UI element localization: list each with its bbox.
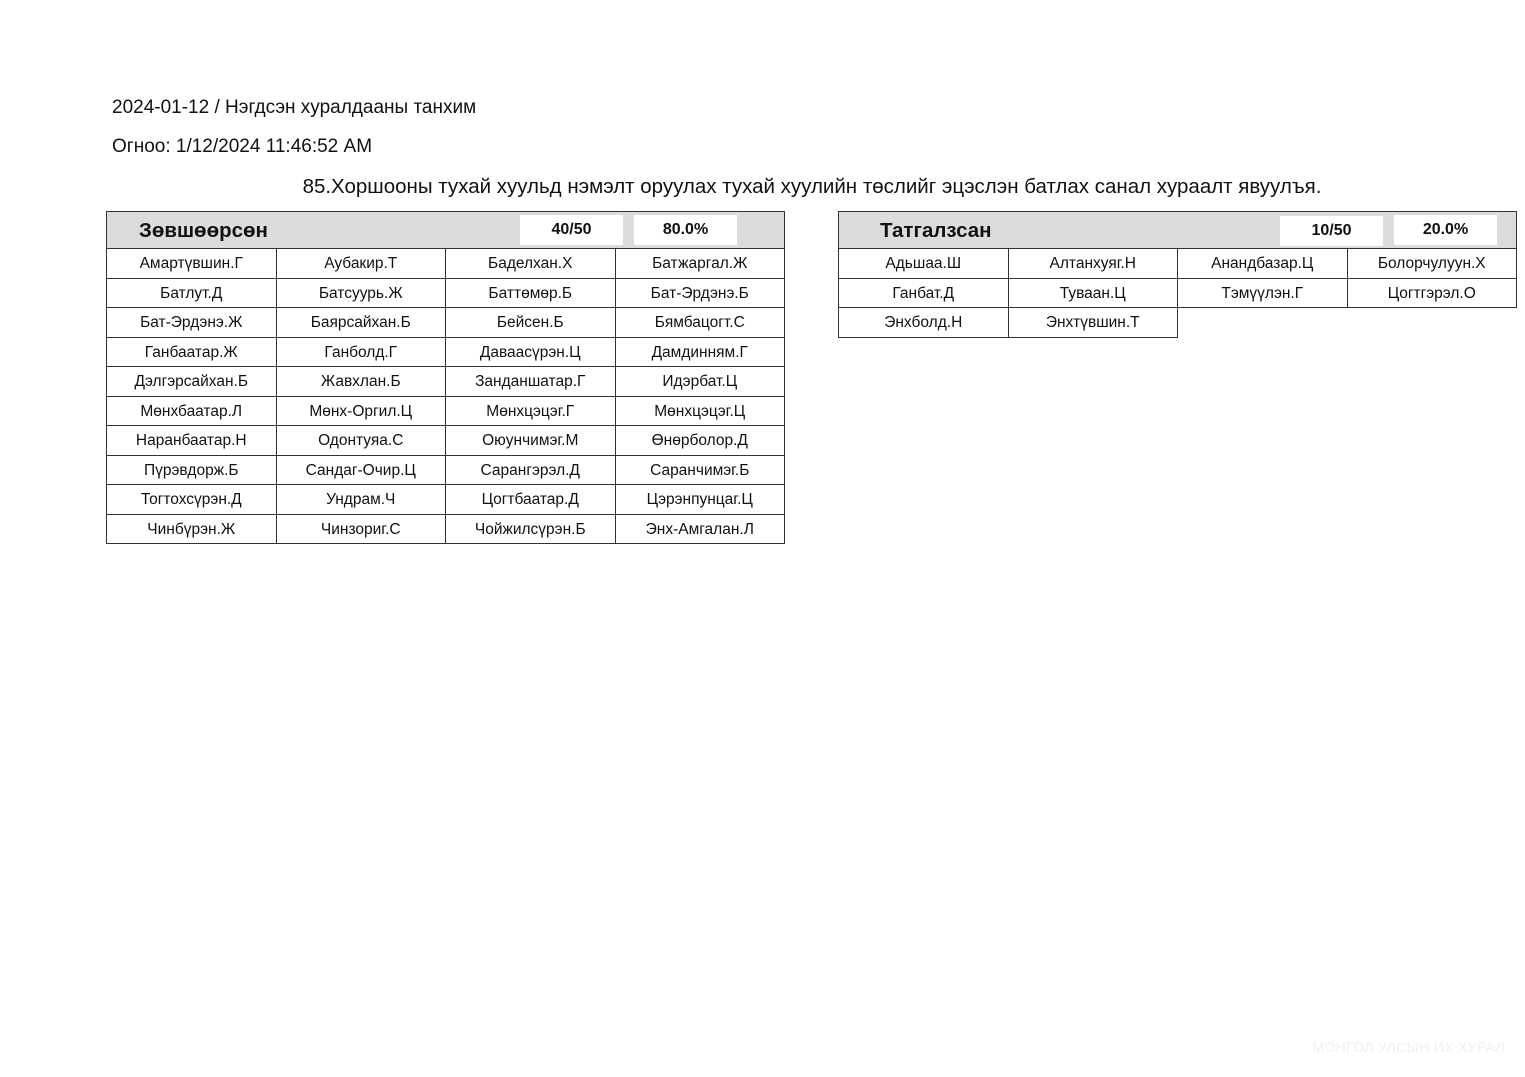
footer-watermark: МОНГОЛ УЛСЫН ИХ ХУРАЛ [1312,1039,1505,1055]
approved-name-cell: Мөнхцэцэг.Г [446,397,616,427]
approved-name-cell: Дэлгэрсайхан.Б [107,367,277,397]
rejected-name-cell: Туваан.Ц [1009,279,1179,309]
approved-count: 40/50 [520,215,623,245]
approved-name-cell: Чинзориг.С [277,515,447,545]
approved-name-cell: Батжаргал.Ж [616,249,786,279]
approved-name-cell: Бат-Эрдэнэ.Б [616,279,786,309]
rejected-title: Татгалзсан [880,219,992,242]
rejected-name-cell: Тэмүүлэн.Г [1178,279,1348,309]
approved-percent: 80.0% [634,215,737,245]
rejected-name-cell: Ганбат.Д [839,279,1009,309]
approved-name-cell: Пүрэвдорж.Б [107,456,277,486]
vote-date: Огноо: 1/12/2024 11:46:52 AM [112,136,373,157]
approved-name-cell: Мөнх-Оргил.Ц [277,397,447,427]
approved-name-cell: Сарангэрэл.Д [446,456,616,486]
approved-name-cell: Одонтуяа.С [277,426,447,456]
approved-name-cell: Дамдинням.Г [616,338,786,368]
rejected-names-grid [838,249,1517,338]
rejected-name-cell: Цогтгэрэл.О [1348,279,1518,309]
approved-name-cell: Бямбацогт.С [616,308,786,338]
approved-name-cell: Даваасүрэн.Ц [446,338,616,368]
approved-section [106,211,785,544]
approved-name-cell: Мөнхцэцэг.Ц [616,397,786,427]
approved-name-cell: Ганболд.Г [277,338,447,368]
rejected-name-cell: Энхтүвшин.Т [1009,308,1179,338]
rejected-name-cell: Энхболд.Н [839,308,1009,338]
rejected-header [838,211,1517,249]
rejected-name-cell: Адьшаа.Ш [839,249,1009,279]
approved-name-cell: Занданшатар.Г [446,367,616,397]
approved-name-cell: Ундрам.Ч [277,485,447,515]
approved-name-cell: Цогтбаатар.Д [446,485,616,515]
approved-name-cell: Аубакир.Т [277,249,447,279]
approved-name-cell: Өнөрболор.Д [616,426,786,456]
rejected-count: 10/50 [1280,216,1383,246]
approved-name-cell: Идэрбат.Ц [616,367,786,397]
approved-name-cell: Тогтохсүрэн.Д [107,485,277,515]
approved-name-cell: Батлут.Д [107,279,277,309]
question-title: 85.Хоршооны тухай хуульд нэмэлт оруулах тухай хуулийн төслийг эцэслэн батлах санал хураалт явуулъя. [302,175,1322,198]
approved-name-cell: Чинбүрэн.Ж [107,515,277,545]
approved-names-grid [106,249,785,544]
approved-name-cell: Баттөмөр.Б [446,279,616,309]
approved-name-cell: Амартүвшин.Г [107,249,277,279]
approved-name-cell: Мөнхбаатар.Л [107,397,277,427]
approved-name-cell: Оюунчимэг.М [446,426,616,456]
rejected-percent: 20.0% [1394,215,1497,245]
approved-name-cell: Бат-Эрдэнэ.Ж [107,308,277,338]
rejected-name-cell: Алтанхуяг.Н [1009,249,1179,279]
session-info: 2024-01-12 / Нэгдсэн хуралдааны танхим [112,97,477,118]
approved-header [106,211,785,249]
approved-name-cell: Батсуурь.Ж [277,279,447,309]
rejected-name-cell: Болорчулуун.Х [1348,249,1518,279]
approved-title: Зөвшөөрсөн [139,219,268,242]
approved-name-cell: Бейсен.Б [446,308,616,338]
approved-name-cell: Саранчимэг.Б [616,456,786,486]
approved-name-cell: Ганбаатар.Ж [107,338,277,368]
approved-name-cell: Чойжилсүрэн.Б [446,515,616,545]
approved-name-cell: Жавхлан.Б [277,367,447,397]
approved-name-cell: Наранбаатар.Н [107,426,277,456]
approved-name-cell: Энх-Амгалан.Л [616,515,786,545]
approved-name-cell: Цэрэнпунцаг.Ц [616,485,786,515]
approved-name-cell: Сандаг-Очир.Ц [277,456,447,486]
approved-name-cell: Баделхан.Х [446,249,616,279]
rejected-section [838,211,1517,338]
rejected-name-cell: Анандбазар.Ц [1178,249,1348,279]
approved-name-cell: Баярсайхан.Б [277,308,447,338]
